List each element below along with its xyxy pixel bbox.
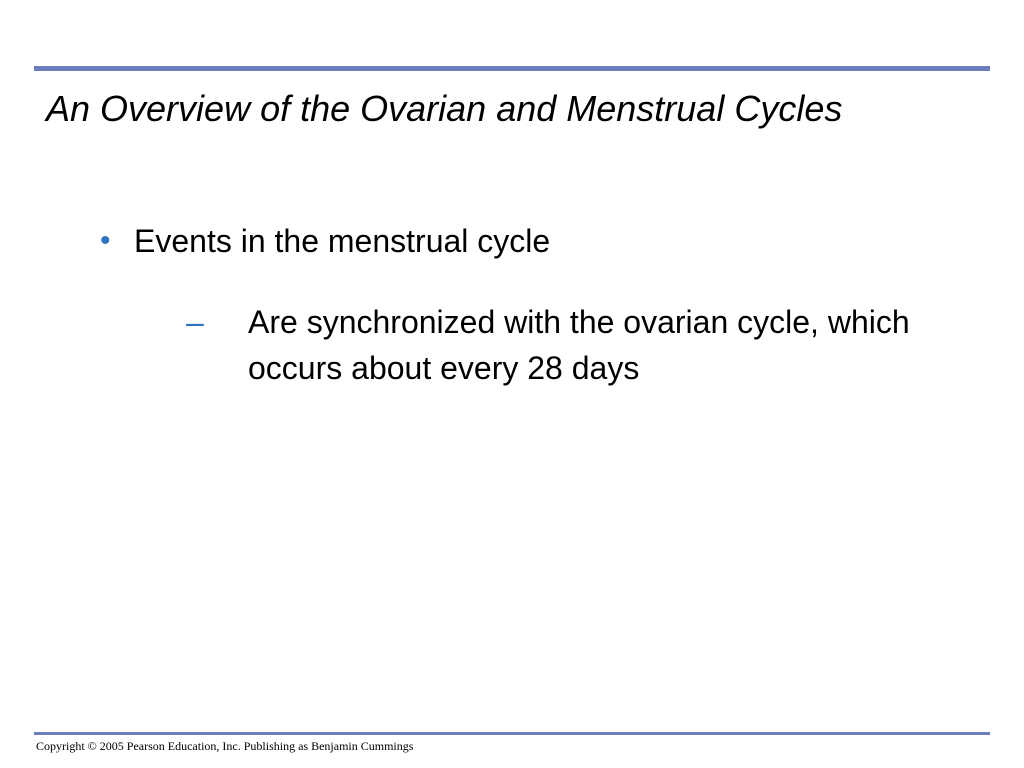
bullet-item [100, 218, 550, 264]
bottom-divider [34, 732, 990, 735]
bullet-marker-icon: • [100, 224, 111, 257]
dash-marker-icon: – [186, 304, 204, 340]
top-divider [34, 66, 990, 71]
slide-title: An Overview of the Ovarian and Menstrual Cycles [46, 88, 843, 129]
sub-bullet-text: Are synchronized with the ovarian cycle, which occurs about every 28 days [248, 304, 910, 386]
bullet-text: Events in the menstrual cycle [134, 223, 551, 259]
sub-bullet-item [186, 299, 988, 391]
copyright-footer: Copyright © 2005 Pearson Education, Inc. Publishing as Benjamin Cummings [36, 739, 414, 753]
